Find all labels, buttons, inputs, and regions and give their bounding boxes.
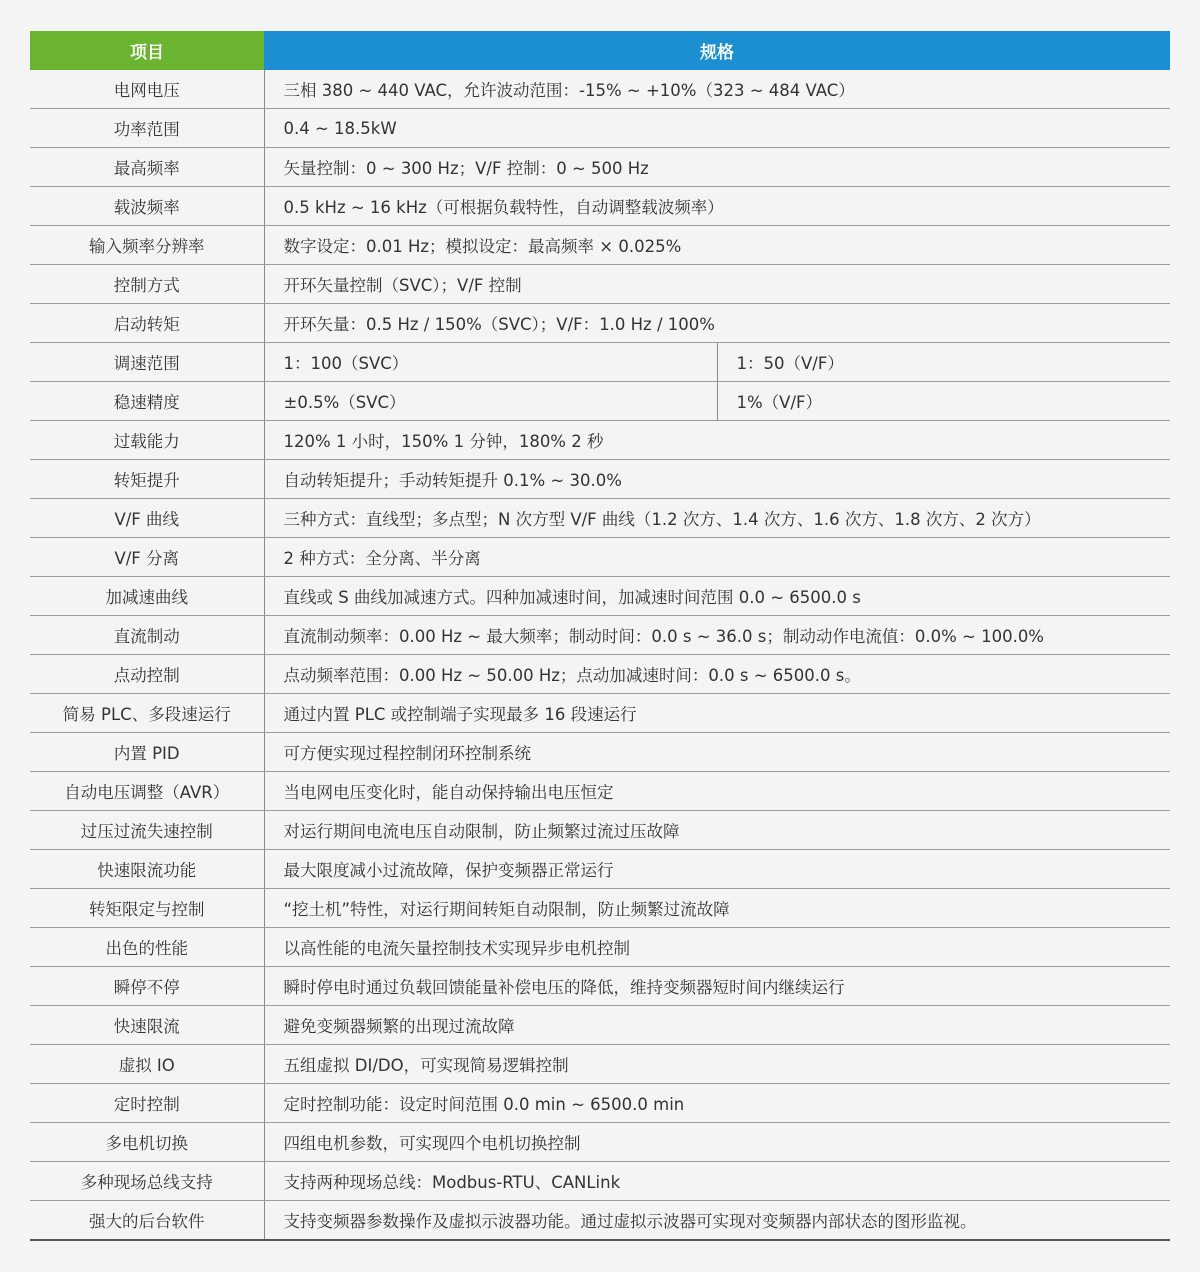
row-label: 过载能力: [30, 421, 264, 460]
table-row: [30, 538, 1170, 577]
row-label: 多种现场总线支持: [30, 1162, 264, 1201]
row-value: 数字设定：0.01 Hz；模拟设定：最高频率 × 0.025%: [264, 226, 1170, 265]
row-value: 三相 380 ~ 440 VAC，允许波动范围：-15% ~ +10%（323 ~ 484 VAC）: [264, 70, 1170, 109]
row-label: 强大的后台软件: [30, 1201, 264, 1241]
row-value: 支持两种现场总线：Modbus-RTU、CANLink: [264, 1162, 1170, 1201]
row-value: 开环矢量控制（SVC）；V/F 控制: [264, 265, 1170, 304]
spec-table: [30, 31, 1170, 1241]
table-row: [30, 1201, 1170, 1241]
row-label: 多电机切换: [30, 1123, 264, 1162]
row-value: 自动转矩提升；手动转矩提升 0.1% ~ 30.0%: [264, 460, 1170, 499]
table-row: [30, 1123, 1170, 1162]
table-row: [30, 694, 1170, 733]
table-row: [30, 187, 1170, 226]
table-row: [30, 70, 1170, 109]
row-label: 控制方式: [30, 265, 264, 304]
table-row: [30, 226, 1170, 265]
row-value: 五组虚拟 DI/DO，可实现简易逻辑控制: [264, 1045, 1170, 1084]
table-row: [30, 1162, 1170, 1201]
row-label: 加减速曲线: [30, 577, 264, 616]
row-value: 瞬时停电时通过负载回馈能量补偿电压的降低，维持变频器短时间内继续运行: [264, 967, 1170, 1006]
spec-table-body: [30, 70, 1170, 1240]
table-row: [30, 616, 1170, 655]
row-value: 120% 1 小时，150% 1 分钟，180% 2 秒: [264, 421, 1170, 460]
row-label: 载波频率: [30, 187, 264, 226]
header-row: [30, 31, 1170, 70]
row-value: 三种方式：直线型；多点型；N 次方型 V/F 曲线（1.2 次方、1.4 次方、1.6 次方、1.8 次方、2 次方）: [264, 499, 1170, 538]
row-label: 过压过流失速控制: [30, 811, 264, 850]
row-value: ±0.5%（SVC）: [264, 382, 717, 421]
row-label: 最高频率: [30, 148, 264, 187]
table-row: [30, 1045, 1170, 1084]
table-row: [30, 655, 1170, 694]
row-label: 自动电压调整（AVR）: [30, 772, 264, 811]
spec-table-header: [30, 31, 1170, 70]
table-row: [30, 148, 1170, 187]
row-label: 快速限流: [30, 1006, 264, 1045]
row-value: 当电网电压变化时，能自动保持输出电压恒定: [264, 772, 1170, 811]
row-value-secondary: 1%（V/F）: [717, 382, 1170, 421]
table-row: [30, 499, 1170, 538]
row-value: “挖土机”特性，对运行期间转矩自动限制，防止频繁过流故障: [264, 889, 1170, 928]
row-label: 转矩提升: [30, 460, 264, 499]
row-value: 直线或 S 曲线加减速方式。四种加减速时间，加减速时间范围 0.0 ~ 6500.0 s: [264, 577, 1170, 616]
row-label: 点动控制: [30, 655, 264, 694]
table-row: [30, 109, 1170, 148]
table-row: [30, 304, 1170, 343]
row-value: 四组电机参数，可实现四个电机切换控制: [264, 1123, 1170, 1162]
row-label: 瞬停不停: [30, 967, 264, 1006]
table-row: [30, 967, 1170, 1006]
table-row: [30, 343, 1170, 382]
table-row: [30, 811, 1170, 850]
header-spec: 规格: [264, 31, 1170, 70]
row-label: 直流制动: [30, 616, 264, 655]
table-row: [30, 460, 1170, 499]
row-value: 可方便实现过程控制闭环控制系统: [264, 733, 1170, 772]
table-row: [30, 1006, 1170, 1045]
row-label: 转矩限定与控制: [30, 889, 264, 928]
row-label: 定时控制: [30, 1084, 264, 1123]
row-label: 输入频率分辨率: [30, 226, 264, 265]
row-value: 矢量控制：0 ~ 300 Hz；V/F 控制：0 ~ 500 Hz: [264, 148, 1170, 187]
row-value: 支持变频器参数操作及虚拟示波器功能。通过虚拟示波器可实现对变频器内部状态的图形监视。: [264, 1201, 1170, 1241]
row-label: 出色的性能: [30, 928, 264, 967]
row-label: V/F 分离: [30, 538, 264, 577]
table-row: [30, 265, 1170, 304]
row-value: 定时控制功能：设定时间范围 0.0 min ~ 6500.0 min: [264, 1084, 1170, 1123]
table-row: [30, 928, 1170, 967]
row-value-secondary: 1：50（V/F）: [717, 343, 1170, 382]
table-row: [30, 850, 1170, 889]
table-row: [30, 421, 1170, 460]
row-label: 快速限流功能: [30, 850, 264, 889]
row-value: 开环矢量：0.5 Hz / 150%（SVC）；V/F：1.0 Hz / 100%: [264, 304, 1170, 343]
row-value: 通过内置 PLC 或控制端子实现最多 16 段速运行: [264, 694, 1170, 733]
row-label: 电网电压: [30, 70, 264, 109]
row-label: 虚拟 IO: [30, 1045, 264, 1084]
table-row: [30, 889, 1170, 928]
row-label: 内置 PID: [30, 733, 264, 772]
table-row: [30, 772, 1170, 811]
table-row: [30, 733, 1170, 772]
row-value: 0.4 ~ 18.5kW: [264, 109, 1170, 148]
table-row: [30, 1084, 1170, 1123]
row-label: 调速范围: [30, 343, 264, 382]
row-label: 功率范围: [30, 109, 264, 148]
header-item: 项目: [30, 31, 264, 70]
row-label: 简易 PLC、多段速运行: [30, 694, 264, 733]
row-value: 最大限度减小过流故障，保护变频器正常运行: [264, 850, 1170, 889]
row-value: 2 种方式：全分离、半分离: [264, 538, 1170, 577]
table-row: [30, 382, 1170, 421]
row-value: 1：100（SVC）: [264, 343, 717, 382]
row-label: 稳速精度: [30, 382, 264, 421]
row-value: 以高性能的电流矢量控制技术实现异步电机控制: [264, 928, 1170, 967]
row-value: 避免变频器频繁的出现过流故障: [264, 1006, 1170, 1045]
row-value: 直流制动频率：0.00 Hz ~ 最大频率；制动时间：0.0 s ~ 36.0 s；制动动作电流值：0.0% ~ 100.0%: [264, 616, 1170, 655]
row-value: 对运行期间电流电压自动限制，防止频繁过流过压故障: [264, 811, 1170, 850]
row-label: V/F 曲线: [30, 499, 264, 538]
row-value: 点动频率范围：0.00 Hz ~ 50.00 Hz；点动加减速时间：0.0 s ~ 6500.0 s。: [264, 655, 1170, 694]
table-row: [30, 577, 1170, 616]
row-label: 启动转矩: [30, 304, 264, 343]
row-value: 0.5 kHz ~ 16 kHz（可根据负载特性，自动调整载波频率）: [264, 187, 1170, 226]
